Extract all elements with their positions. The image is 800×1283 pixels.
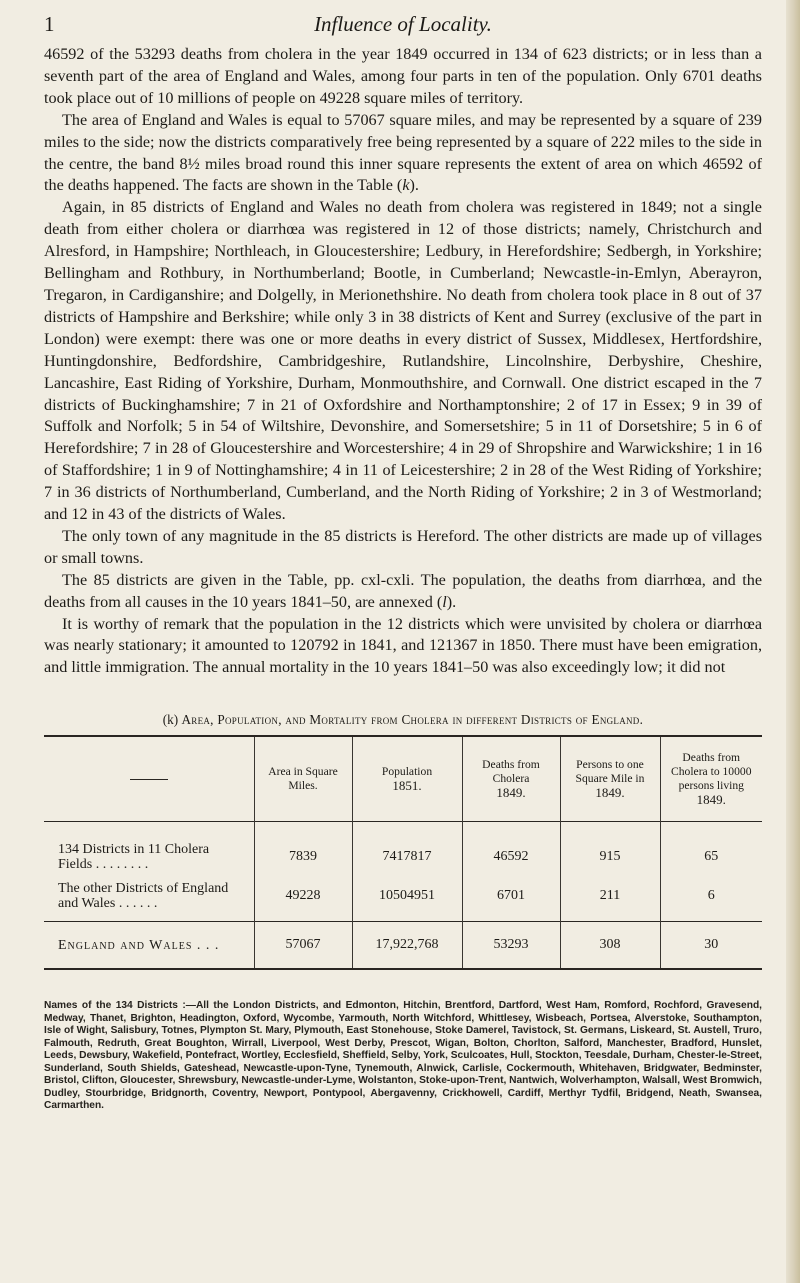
table-ref-l: l <box>442 592 447 611</box>
header-blank <box>44 736 254 822</box>
header-population: Population 1851. <box>352 736 462 822</box>
mortality-table <box>44 735 762 970</box>
page-number: 1 <box>44 12 55 36</box>
running-header <box>44 10 762 34</box>
header-persons: Persons to one Square Mile in 1849. <box>560 736 660 822</box>
cell-ratio: 30 <box>660 922 762 970</box>
table-ref-k: k <box>402 176 410 195</box>
header-area: Area in Square Miles. <box>254 736 352 822</box>
paragraph-4: The only town of any magnitude in the 85 districts is Hereford. The other districts are made up of villages or small towns. <box>44 526 762 567</box>
cell-ratio: 6 <box>660 878 762 922</box>
header-ratio: Deaths from Cholera to 10000 persons living 1849. <box>660 736 762 822</box>
paragraph-5: The 85 districts are given in the Table, pp. cxl-cxli. The population, the deaths from diarrhœa, and the deaths from all causes in the 10 years 1841–50, are annexed (l). <box>44 570 762 611</box>
header-deaths: Deaths from Cholera 1849. <box>462 736 560 822</box>
table-row <box>44 822 762 879</box>
header-dash <box>130 779 168 780</box>
cell-persons: 915 <box>560 822 660 879</box>
cell-ratio: 65 <box>660 822 762 879</box>
footnote-district-names: Names of the 134 Districts :—All the London Districts, and Edmonton, Hitchin, Brentford, Dartford, West Ham, Romford, Rochford, Gravesend, Medway, Thanet, Brighton, Headington, Oxford, Wycombe, Yarmouth, North Witchford, Whittlesey, Wisbeach, Portsea, Alverstoke, Southampton, Isle of Wight, Salisbury, Totnes, Plympton St. Mary, Plymouth, East Stonehouse, Stoke Damerel, Tavistock, St. Germans, Liskeard, St. Austell, Truro, Falmouth, Redruth, Great Boughton, Wirrall, Liverpool, West Derby, Prescot, Wigan, Bolton, Chorlton, Salford, Manchester, Bradford, Hunslet, Leeds, Dewsbury, Wakefield, Pontefract, Wortley, Ecclesfield, Sheffield, Selby, York, Sculcoates, Hull, Stockton, Teesdale, Durham, Chester-le-Street, Sunderland, South Shields, Gateshead, Newcastle-upon-Tyne, Tynemouth, Alnwick, Carlisle, Cockermouth, Whitehaven, Bridgwater, Bedminster, Bristol, Clifton, Gloucester, Shrewsbury, Newcastle-under-Lyme, Wolstanton, Stoke-upon-Trent, Nantwich, Wolverhampton, Walsall, West Bromwich, Dudley, Stourbridge, Bridgnorth, Coventry, Newport, Pontypool, Abergavenny, Crickhowell, Cardiff, Merthyr Tydfil, Bridgend, Neath, Swansea, Carmarthen. <box>44 1000 762 1111</box>
body-text <box>44 44 762 679</box>
cell-area: 49228 <box>254 878 352 922</box>
cell-area: 7839 <box>254 822 352 879</box>
cell-deaths: 46592 <box>462 822 560 879</box>
table-row <box>44 878 762 922</box>
cell-population: 10504951 <box>352 878 462 922</box>
paragraph-3: Again, in 85 districts of England and Wales no death from cholera was registered in 1849; not a single death from either cholera or diarrhœa was registered in 12 of those districts; namely, Christchurch and Alresford, in Hampshire; Northleach, in Gloucestershire; Ledbury, in Herefordshire; Sedbergh, in Yorkshire; Bellingham and Rothbury, in Northumberland; Bootle, in Cumberland; Newcastle-in-Emlyn, Aberayron, Tregaron, in Cardiganshire; and Dolgelly, in Merionethshire. No death from cholera took place in 8 out of 37 districts of Hampshire and Berkshire; while only 3 in 38 districts of Kent and Surrey (exclusive of the part in London) were exempt: there was one or more deaths in every district of Sussex, Middlesex, Hertfordshire, Huntingdonshire, Bedfordshire, Cambridgeshire, Rutlandshire, Lincolnshire, Derbyshire, Cheshire, Lancashire, East Riding of Yorkshire, Durham, Monmouthshire, and Cornwall. One district escaped in the 7 districts of Buckinghamshire; 7 in 21 of Oxfordshire and Northamptonshire; 2 of 17 in Essex; 9 in 39 of Suffolk and Norfolk; 5 in 54 of Wiltshire, Devonshire, and Somersetshire; 5 in 11 of Dorsetshire; 5 in 6 of Herefordshire; 7 in 28 of Gloucestershire and Worcestershire; 4 in 29 of Shropshire and Warwickshire; 1 in 16 of Staffordshire; 1 in 9 of Nottinghamshire; 4 in 11 of Leicestershire; 2 in 28 of the West Riding of Yorkshire; 7 in 36 districts of Northumberland, Cumberland, and the North Riding of Yorkshire; 2 in 3 of Westmorland; and 12 in 43 of the districts of Wales. <box>44 198 762 524</box>
caption-ref: (k) <box>162 712 179 727</box>
page-edge <box>786 0 800 1283</box>
cell-persons: 308 <box>560 922 660 970</box>
caption-text: Area, Population, and Mortality from Cholera in different Districts of England. <box>181 712 644 727</box>
paragraph-2: The area of England and Wales is equal to 57067 square miles, and may be represented by a square of 239 miles to the side; now the districts comparatively free being represented by a square of 222 miles to the side in the centre, the band 8½ miles broad round this inner square represents the extent of area on which 46592 of the deaths happened. The facts are shown in the Table (k). <box>44 110 762 195</box>
paragraph-6: It is worthy of remark that the population in the 12 districts which were unvisited by cholera or diarrhœa was nearly stationary; it amounted to 120792 in 1841, and 121367 in 1850. There must have been emigration, and little immigration. The annual mortality in the 10 years 1841–50 was also exceedingly low; it did not <box>44 614 762 677</box>
table-total-row <box>44 922 762 970</box>
cell-deaths: 53293 <box>462 922 560 970</box>
table-caption <box>44 712 762 728</box>
running-title: Influence of Locality. <box>314 12 492 36</box>
paragraph-1: 46592 of the 53293 deaths from cholera in the year 1849 occurred in 134 of 623 districts; or in less than a seventh part of the area of England and Wales, among four parts in ten of the population. Only 6701 deaths took place out of 10 millions of people on 49228 square miles of territory. <box>44 45 762 107</box>
cell-area: 57067 <box>254 922 352 970</box>
row-label-total: England and Wales . . . <box>44 922 254 970</box>
row-label: 134 Districts in 11 Cholera Fields . . . . . . . . <box>58 842 210 872</box>
cell-persons: 211 <box>560 878 660 922</box>
table-header-row <box>44 736 762 822</box>
cell-population: 7417817 <box>352 822 462 879</box>
cell-population: 17,922,768 <box>352 922 462 970</box>
row-label: The other Districts of England and Wales . . . . . . <box>58 880 229 911</box>
cell-deaths: 6701 <box>462 878 560 922</box>
